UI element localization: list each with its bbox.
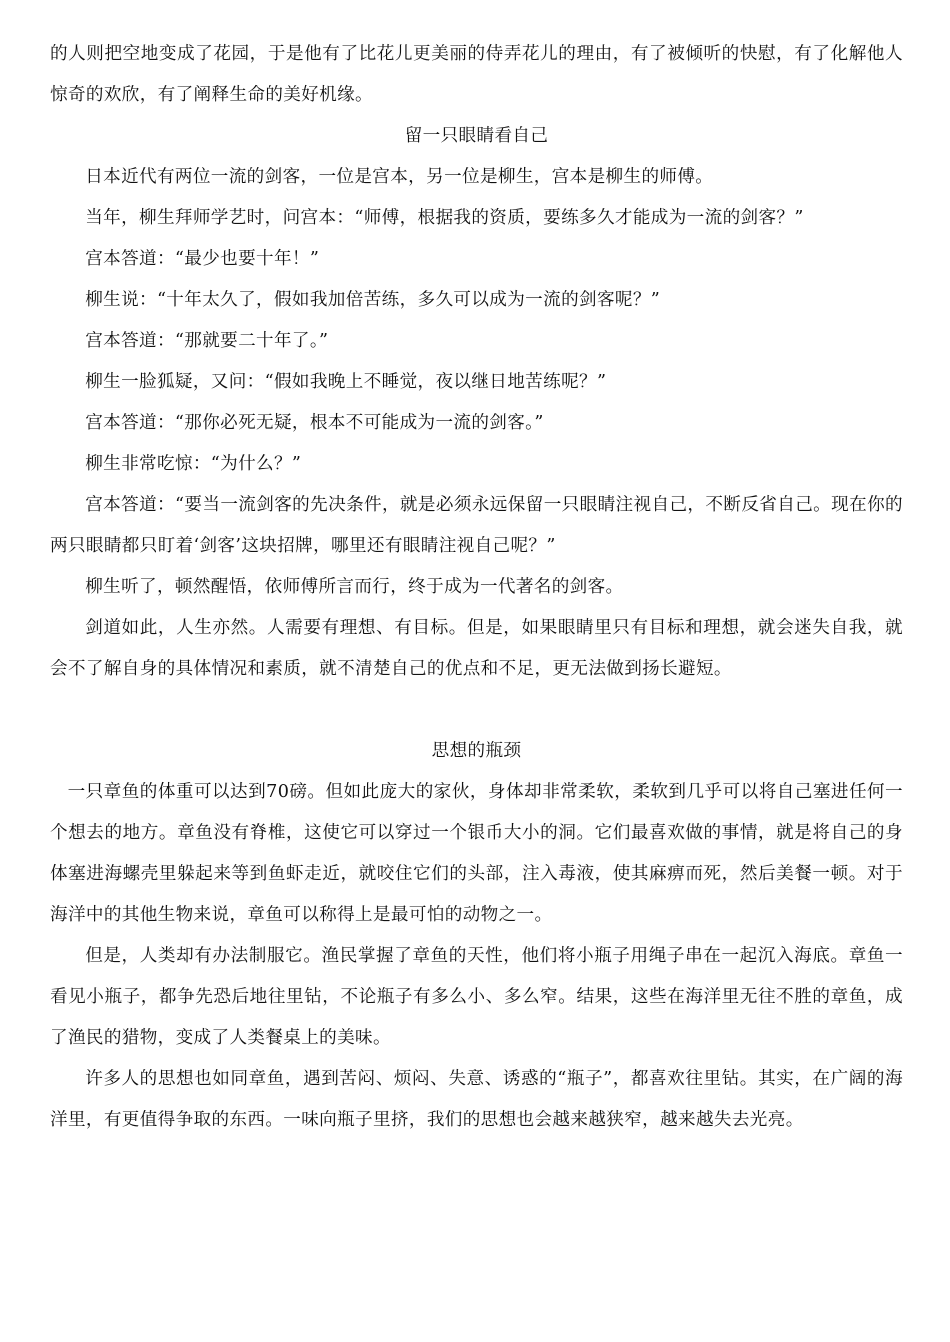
opening-paragraph: 的人则把空地变成了花园，于是他有了比花儿更美丽的侍弄花儿的理由，有了被倾听的快慰，有了化解他人惊奇的欢欣，有了阐释生命的美好机缘。 xyxy=(50,44,903,105)
article-1-paragraph-9: 宫本答道：“要当一流剑客的先决条件，就是必须永远保留一只眼睛注视自己，不断反省自己。现在你的两只眼睛都只盯着‘剑客’这块招牌，哪里还有眼睛注视自己呢？” xyxy=(50,495,903,556)
article-title-2: 思想的瓶颈 xyxy=(431,741,522,761)
article-1-paragraph-7: 宫本答道：“那你必死无疑，根本不可能成为一流的剑客。” xyxy=(85,413,544,433)
article-title-1: 留一只眼睛看自己 xyxy=(404,126,549,146)
article-1-paragraph-3: 宫本答道：“最少也要十年！” xyxy=(85,249,320,269)
article-1-paragraph-8: 柳生非常吃惊：“为什么？” xyxy=(85,454,302,474)
article-1-paragraph-10: 柳生听了，顿然醒悟，依师傅所言而行，终于成为一代著名的剑客。 xyxy=(85,577,624,597)
article-1-paragraph-5: 宫本答道：“那就要二十年了。” xyxy=(85,331,329,351)
section-spacer xyxy=(50,690,903,731)
article-1-paragraph-4: 柳生说：“十年太久了，假如我加倍苦练，多久可以成为一流的剑客呢？” xyxy=(85,290,661,310)
article-1-paragraph-11: 剑道如此，人生亦然。人需要有理想、有目标。但是，如果眼睛里只有目标和理想，就会迷失自我，就会不了解自身的具体情况和素质，就不清楚自己的优点和不足，更无法做到扬长避短。 xyxy=(50,618,903,679)
article-1-paragraph-2: 当年，柳生拜师学艺时，问宫本：“师傅，根据我的资质，要练多久才能成为一流的剑客？” xyxy=(85,208,804,228)
article-2-paragraph-3: 许多人的思想也如同章鱼，遇到苦闷、烦闷、失意、诱惑的“瓶子”，都喜欢往里钻。其实，在广阔的海洋里，有更值得争取的东西。一味向瓶子里挤，我们的思想也会越来越狭窄，越来越失去光亮。 xyxy=(50,1069,903,1130)
article-2-paragraph-2: 但是，人类却有办法制服它。渔民掌握了章鱼的天性，他们将小瓶子用绳子串在一起沉入海底。章鱼一看见小瓶子，都争先恐后地往里钻，不论瓶子有多么小、多么窄。结果，这些在海洋里无往不胜的章鱼，成了渔民的猎物，变成了人类餐桌上的美味。 xyxy=(50,946,903,1048)
article-1-paragraph-6: 柳生一脸狐疑，又问：“假如我晚上不睡觉，夜以继日地苦练呢？” xyxy=(85,372,607,392)
article-2-paragraph-1: 一只章鱼的体重可以达到70磅。但如此庞大的家伙，身体却非常柔软，柔软到几乎可以将自己塞进任何一个想去的地方。章鱼没有脊椎，这使它可以穿过一个银币大小的洞。它们最喜欢做的事情，就是将自己的身体塞进海螺壳里躲起来等到鱼虾走近，就咬住它们的头部，注入毒液，使其麻痹而死，然后美餐一顿。对于海洋中的其他生物来说，章鱼可以称得上是最可怕的动物之一。 xyxy=(50,782,903,925)
document-page xyxy=(50,34,903,1141)
article-1-paragraph-1: 日本近代有两位一流的剑客，一位是宫本，另一位是柳生，宫本是柳生的师傅。 xyxy=(85,167,714,187)
